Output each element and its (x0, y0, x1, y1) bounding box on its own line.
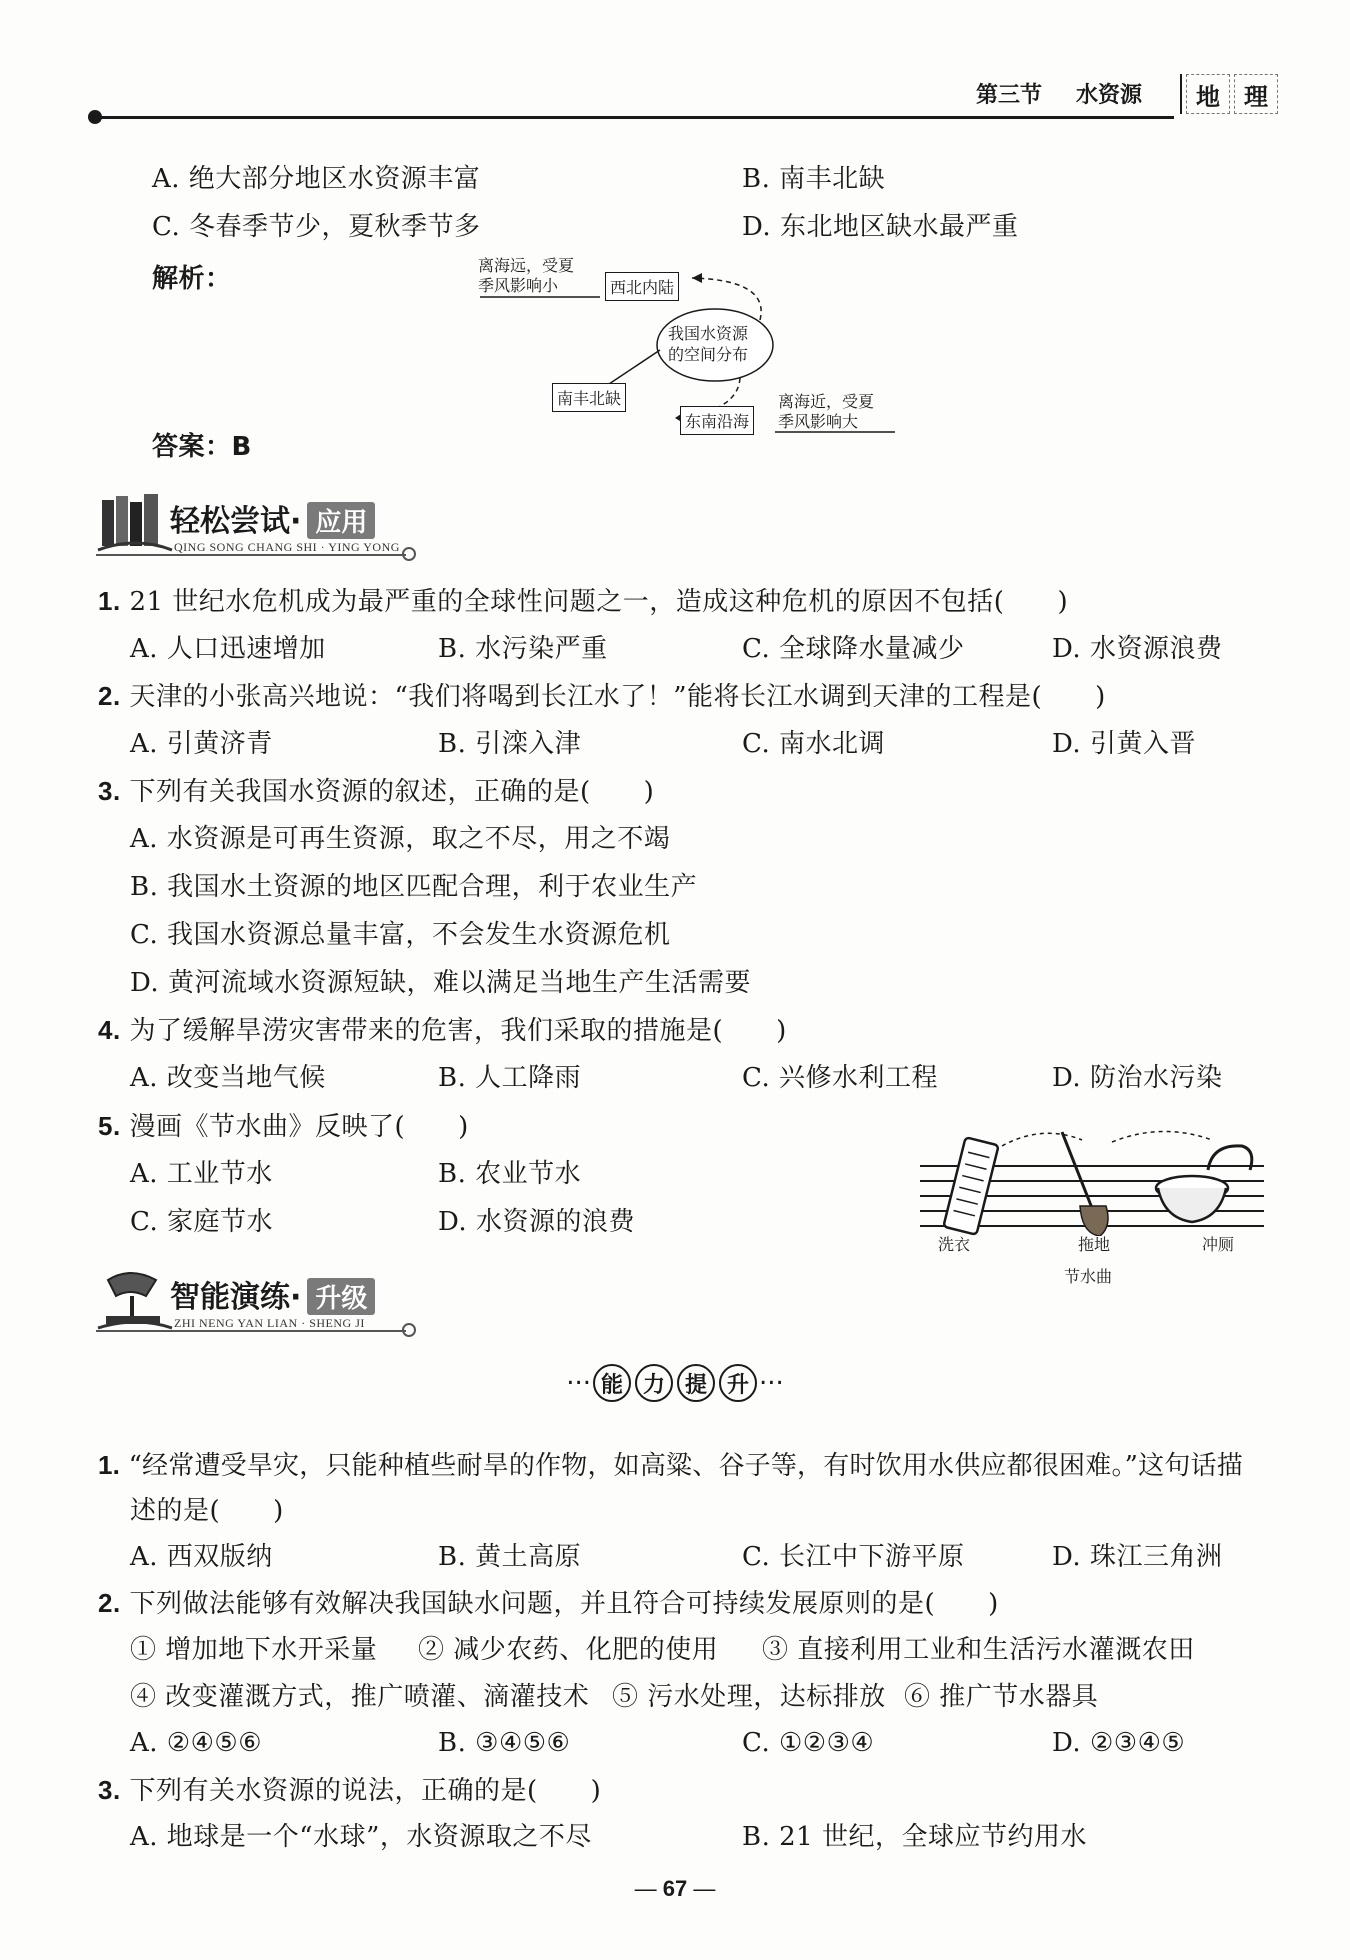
s2q1-stem-line1 (98, 1448, 1243, 1483)
cartoon-caption: 节水曲 (1064, 1267, 1113, 1286)
s2q2-item-1: ① 增加地下水开采量 (130, 1635, 378, 1665)
q4-option-d: D. 防治水污染 (1052, 1063, 1223, 1093)
prev-option-d: D. 东北地区缺水最严重 (742, 212, 1019, 242)
q5-stem (98, 1109, 469, 1144)
header-topic: 水资源 (1076, 83, 1143, 108)
q5-option-a: A. 工业节水 (130, 1159, 273, 1189)
q4-option-b: B. 人工降雨 (438, 1063, 582, 1093)
q3-number: 3. (98, 776, 121, 806)
s2q2-stem-text: 下列做法能够有效解决我国缺水问题，并且符合可持续发展原则的是( ) (129, 1589, 999, 1619)
section1-ring-icon (402, 547, 416, 561)
prev-option-c: C. 冬春季节少，夏秋季节多 (152, 212, 481, 242)
section2-tag: 升级 (307, 1278, 375, 1315)
books-icon (96, 490, 174, 556)
s2q3-option-b: B. 21 世纪，全球应节约用水 (742, 1822, 1087, 1852)
header-section: 第三节 (976, 83, 1043, 108)
subject-char: 理 (1234, 74, 1278, 114)
ability-char: 提 (677, 1364, 715, 1402)
mind-map-center-line2: 的空间分布 (668, 345, 749, 364)
cartoon-label-mop: 拖地 (1078, 1235, 1111, 1254)
q1-number: 1. (98, 586, 121, 616)
s2q2-item-6: ⑥ 推广节水器具 (904, 1682, 1099, 1712)
s2q2-item-2: ② 减少农药、化肥的使用 (418, 1635, 719, 1665)
mind-map-southeast-box: 东南沿海 (680, 406, 754, 435)
s2q1-option-c: C. 长江中下游平原 (742, 1542, 965, 1572)
q3-stem-text: 下列有关我国水资源的叙述，正确的是( ) (129, 777, 655, 807)
q3-option-b: B. 我国水土资源的地区匹配合理，利于农业生产 (130, 872, 698, 902)
subject-char: 地 (1186, 74, 1230, 114)
s2q1-stem-line2: 述的是( ) (130, 1496, 284, 1526)
ability-char: 力 (635, 1364, 673, 1402)
washboard-icon (943, 1137, 998, 1234)
mind-map-northwest-note-2: 季风影响小 (478, 276, 559, 295)
s2q1-option-d: D. 珠江三角洲 (1052, 1542, 1223, 1572)
ability-banner (0, 1364, 1350, 1402)
analysis-label: 解析： (152, 264, 232, 294)
s2q3-option-a: A. 地球是一个“水球”，水资源取之不尽 (130, 1822, 592, 1852)
page-number: — 67 — (634, 1876, 716, 1901)
s2q1-number: 1. (98, 1450, 121, 1480)
q1-option-d: D. 水资源浪费 (1052, 634, 1223, 664)
cartoon-label-flush: 冲厕 (1202, 1235, 1235, 1254)
q3-option-a: A. 水资源是可再生资源，取之不尽，用之不竭 (130, 824, 671, 854)
q3-option-c: C. 我国水资源总量丰富，不会发生水资源危机 (130, 920, 671, 950)
q2-option-c: C. 南水北调 (742, 729, 885, 759)
q5-stem-text: 漫画《节水曲》反映了( ) (129, 1112, 469, 1142)
mind-map-southeast-note-2: 季风影响大 (778, 412, 859, 431)
s2q2-option-d: D. ②③④⑤ (1052, 1728, 1186, 1758)
s2q2-item-4: ④ 改变灌溉方式，推广喷灌、滴灌技术 (130, 1682, 590, 1712)
arrow-head-northwest (692, 273, 702, 283)
ability-dots-left: ··· (566, 1368, 591, 1399)
q2-number: 2. (98, 681, 121, 711)
q2-option-b: B. 引滦入津 (438, 729, 582, 759)
section1-pinyin: QING SONG CHANG SHI · YING YONG (174, 540, 400, 554)
section1-underline (96, 554, 406, 556)
header-rule (92, 116, 1174, 119)
q4-number: 4. (98, 1015, 121, 1045)
q4-stem (98, 1013, 787, 1048)
s2q2-number: 2. (98, 1588, 121, 1618)
mind-map-center-line1: 我国水资源 (668, 324, 749, 343)
s2q2-option-a: A. ②④⑤⑥ (130, 1728, 263, 1758)
s2q2-stem (98, 1586, 999, 1621)
q2-stem-text: 天津的小张高兴地说：“我们将喝到长江水了！”能将长江水调到天津的工程是( ) (129, 682, 1106, 712)
q1-option-a: A. 人口迅速增加 (130, 634, 326, 664)
q3-option-d: D. 黄河流域水资源短缺，难以满足当地生产生活需要 (130, 968, 751, 998)
ability-char: 能 (593, 1364, 631, 1402)
prev-answer: 答案：B (152, 432, 252, 462)
dash-arc-1 (1002, 1133, 1082, 1146)
ability-char: 升 (719, 1364, 757, 1402)
q4-stem-text: 为了缓解旱涝灾害带来的危害，我们采取的措施是( ) (129, 1016, 787, 1046)
s2q2-item-5: ⑤ 污水处理，达标排放 (612, 1682, 886, 1712)
mind-map-southeast-note-1: 离海近，受夏 (778, 392, 875, 411)
s2q3-number: 3. (98, 1775, 121, 1805)
q1-stem (98, 584, 1068, 619)
q4-option-a: A. 改变当地气候 (130, 1063, 326, 1093)
q3-stem (98, 774, 654, 809)
cartoon-label-wash: 洗衣 (938, 1235, 971, 1254)
water-saving-cartoon (912, 1126, 1272, 1236)
section2-title: 智能演练· 升级 (170, 1272, 375, 1316)
dash-arc-2 (1112, 1131, 1212, 1142)
q5-option-b: B. 农业节水 (438, 1159, 582, 1189)
q2-option-d: D. 引黄入晋 (1052, 729, 1196, 759)
s2q2-option-c: C. ①②③④ (742, 1728, 875, 1758)
prev-option-a: A. 绝大部分地区水资源丰富 (152, 164, 481, 194)
s2q1-option-a: A. 西双版纳 (130, 1542, 273, 1572)
section1-tag: 应用 (307, 502, 375, 539)
section2-ring-icon (402, 1323, 416, 1337)
section2-underline (96, 1330, 406, 1332)
mind-map-northwest-box: 西北内陆 (605, 272, 679, 301)
s2q1-stem-text-1: “经常遭受旱灾，只能种植些耐旱的作物，如高粱、谷子等，有时饮用水供应都很困难。”这句话描 (128, 1451, 1243, 1481)
section2-pinyin: ZHI NENG YAN LIAN · SHENG JI (174, 1316, 365, 1330)
q2-stem (98, 679, 1106, 714)
s2q2-item-3: ③ 直接利用工业和生活污水灌溉农田 (762, 1635, 1195, 1665)
q5-number: 5. (98, 1111, 121, 1141)
s2q1-option-b: B. 黄土高原 (438, 1542, 582, 1572)
subject-badge (1180, 74, 1278, 114)
page-number-text: 67 (662, 1876, 688, 1901)
q1-option-b: B. 水污染严重 (438, 634, 608, 664)
q5-option-d: D. 水资源的浪费 (438, 1207, 635, 1237)
lamp-icon (96, 1266, 174, 1332)
prev-option-b: B. 南丰北缺 (742, 164, 886, 194)
ability-dots-right: ··· (759, 1368, 784, 1399)
q5-option-c: C. 家庭节水 (130, 1207, 273, 1237)
q1-stem-text: 21 世纪水危机成为最严重的全球性问题之一，造成这种危机的原因不包括( ) (129, 587, 1069, 617)
mop-icon (1062, 1132, 1108, 1236)
s2q2-option-b: B. ③④⑤⑥ (438, 1728, 571, 1758)
s2q3-stem (98, 1773, 601, 1808)
section2-title-text: 智能演练 (170, 1280, 290, 1315)
mind-map-northwest-note-1: 离海远，受夏 (478, 256, 575, 275)
section1-title-text: 轻松尝试 (170, 504, 290, 539)
s2q3-stem-text: 下列有关水资源的说法，正确的是( ) (129, 1776, 602, 1806)
mind-map-summary-box: 南丰北缺 (552, 383, 626, 412)
q2-option-a: A. 引黄济青 (130, 729, 273, 759)
q4-option-c: C. 兴修水利工程 (742, 1063, 938, 1093)
q1-option-c: C. 全球降水量减少 (742, 634, 965, 664)
section1-title: 轻松尝试· 应用 (170, 496, 375, 540)
